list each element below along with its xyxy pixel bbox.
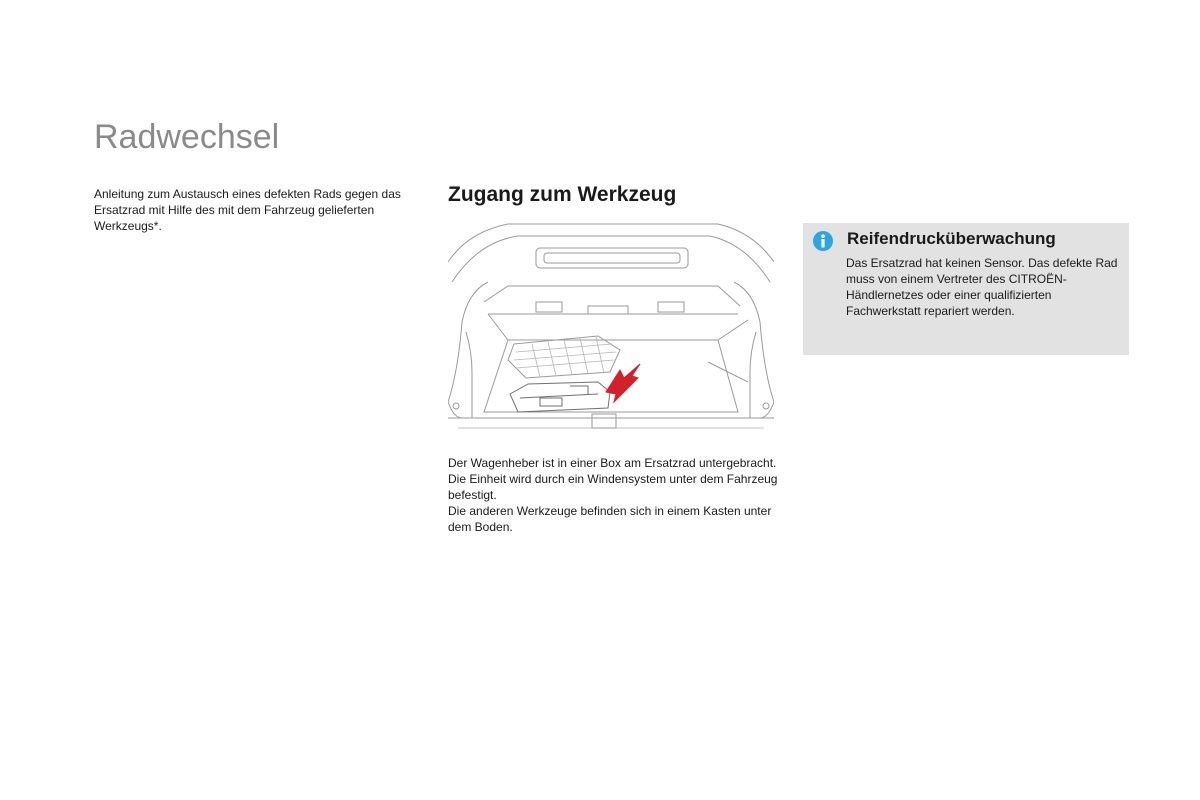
info-box [803, 223, 1129, 355]
car-trunk-illustration [448, 222, 774, 440]
paragraph: Der Wagenheber ist in einer Box am Ersatzrad untergebracht. [448, 456, 777, 470]
paragraph: Die Einheit wird durch ein Windensystem unter dem Fahrzeug befestigt. [448, 472, 778, 502]
info-heading: Reifendrucküberwachung [847, 229, 1056, 248]
paragraph: Die anderen Werkzeuge befinden sich in einem Kasten unter dem Boden. [448, 504, 772, 534]
section-body [448, 455, 778, 535]
info-icon [813, 231, 833, 251]
section-heading: Zugang zum Werkzeug [448, 183, 677, 206]
intro-text: Anleitung zum Austausch eines defekten Rads gegen das Ersatzrad mit Hilfe des mit dem Fahrzeug gelieferten Werkzeugs*. [94, 187, 401, 233]
page-title: Radwechsel [94, 118, 280, 156]
info-text: Das Ersatzrad hat keinen Sensor. Das defekte Rad muss von einem Vertreter des CITROËN-Händlernetzes oder einer qualifizierten Fachwerkstatt repariert werden. [846, 256, 1118, 318]
